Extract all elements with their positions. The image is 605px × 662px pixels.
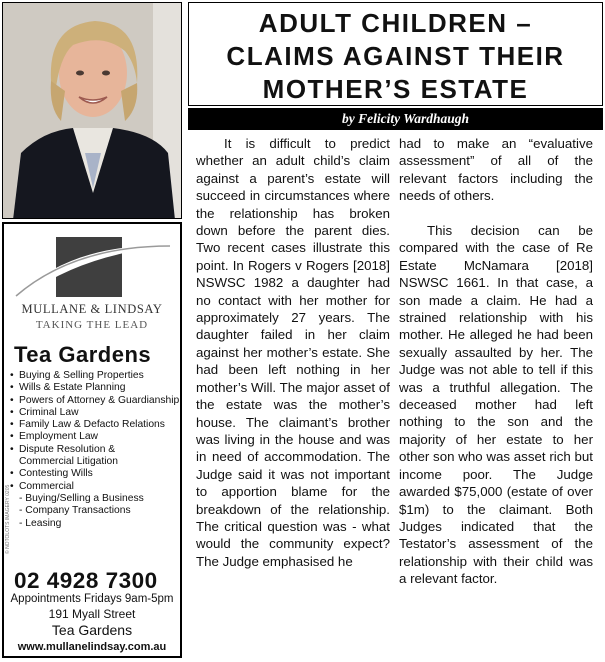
headline-box	[188, 2, 603, 106]
service-item: • Employment Law	[10, 431, 180, 443]
service-subitem: - Buying/Selling a Business	[19, 492, 144, 504]
street-address: 191 Myall Street	[48, 607, 136, 621]
service-item: • Powers of Attorney & Guardianship	[10, 395, 180, 407]
author-photo	[2, 2, 182, 219]
article-column-2	[399, 135, 593, 588]
service-item: • Family Law & Defacto Relations	[10, 419, 180, 431]
image-credit: © NOTOLOTS IMAGERY 0205	[5, 484, 11, 554]
service-item: • Dispute Resolution &	[10, 444, 180, 456]
service-item: • Contesting Wills	[10, 468, 180, 480]
services-list	[10, 370, 180, 530]
logo-mark-icon	[4, 234, 180, 302]
website-link[interactable]: www.mullanelindsay.com.au	[17, 641, 167, 653]
office-town: Tea Gardens	[14, 342, 152, 367]
firm-name: MULLANE & LINDSAY	[21, 302, 163, 316]
article-paragraph: had to make an “evaluative assessment” of all of the relevant factors including the needs of others.	[399, 136, 593, 204]
firm-tagline: TAKING THE LEAD	[35, 319, 149, 331]
service-item: • Buying & Selling Properties	[10, 370, 180, 382]
portrait-illustration	[3, 3, 182, 219]
service-item: Commercial Litigation	[19, 456, 119, 468]
phone-number[interactable]: 02 4928 7300	[14, 568, 158, 593]
article-paragraph: It is difficult to predict whether an adult child’s claim against a parent’s estate will succeed in circumstances where the relationship has broken down before the parent dies. Two recent cases illustrate this point. In Rogers v Rogers [2018] NSWSC 1982 a daughter had no contact with her mother for approximately 27 years. The daughter failed in her claim against her mother’s estate. She had been left nothing in her mother’s Will. The major asset of the estate was the mother’s house. The claimant’s brother was living in the house and was in need of accommodation. The Judge said it was not important to apportion blame for the breakdown of the relationship. The critical question was - what would the community expect? The Judge emphasised he	[196, 136, 390, 569]
law-firm-advertisement	[2, 222, 182, 658]
service-subitem: - Leasing	[19, 517, 62, 529]
article-column-1	[196, 135, 390, 570]
service-item: • Commercial	[10, 481, 180, 493]
byline-bar: by Felicity Wardhaugh	[188, 108, 603, 130]
headline-line-3: MOTHER’S ESTATE	[262, 74, 529, 104]
office-hours: Appointments Fridays 9am-5pm	[10, 593, 174, 605]
address-town: Tea Gardens	[51, 622, 133, 638]
service-subitem: - Company Transactions	[19, 505, 131, 517]
headline-line-2: CLAIMS AGAINST THEIR	[226, 41, 565, 71]
headline-line-1: ADULT CHILDREN –	[258, 8, 533, 38]
article-headline	[189, 7, 602, 106]
article-paragraph: This decision can be compared with the case of Re Estate McNamara [2018] NSWSC 1661. In that case, a son made a claim. He had a strained relationship with his mother. He alleged he had been sexually assaulted by her. The Judge was not able to tell if this was a truthful allegation. The deceased mother had left nothing to the son and the majority of her estate to her other son who was asset rich but income poor. The Judge awarded $75,000 (estate of over $1m) to the claimant. Both Judges indicated that the Testator’s assessment of the relationship with their child was a relevant factor.	[399, 223, 593, 587]
service-item: • Criminal Law	[10, 407, 180, 419]
service-item: • Wills & Estate Planning	[10, 382, 180, 394]
